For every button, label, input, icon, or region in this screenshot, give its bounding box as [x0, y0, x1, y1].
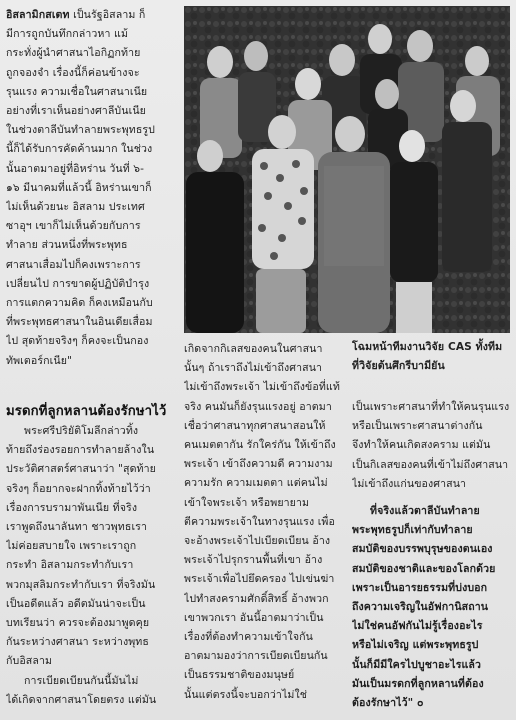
article-line-bold: ต้องรักษาไว้" ๐ [352, 697, 424, 710]
section-heading: มรดกที่ลูกหลานต้องรักษาไว้ [6, 404, 167, 419]
article-line: ความรัก ความเมตตา แต่คนไม่ [184, 477, 328, 490]
article-line-bold: หรือไม่เจริญ แต่พระพุทธรูป [352, 639, 479, 652]
article-line: ไม่ค่อยสบายใจ เพราะเราถูก [6, 540, 137, 553]
article-line: พวกมุสลิมกระทำกับเรา ที่จริงมัน [6, 578, 156, 591]
photo-caption [352, 338, 510, 376]
article-line: เขาพวกเรา อันนี้อาตมาว่าเป็น [184, 611, 324, 624]
article-line-text: มีการถูกบันทึกกล่าวหา แม้ [6, 28, 129, 41]
article-line-text: ถูกจองจำ เรื่องนี้ก็ค่อนข้างจะ [6, 66, 140, 79]
article-line: พระเจ้าเพื่อไปยึดครอง ไปเข่นฆ่า [184, 573, 335, 586]
article-line: เข้าใจพระเจ้า หรือพยายาม [184, 496, 310, 509]
article-line [6, 294, 176, 313]
article-line-text: รุนแรง ความเชื่อในศาสนาเนีย [6, 85, 148, 98]
article-line-text: เปลี่ยนไป การขาดผู้ปฏิบัติบำรุง [6, 277, 150, 290]
article-line: ตีความพระเจ้าในทางรุนแรง เพื่อ [184, 515, 335, 528]
article-line [6, 179, 176, 198]
article-line-bold: ที่จริงแล้วตาลีบันทำลาย [370, 505, 480, 518]
article-line: ท้ายถึงร่องรอยการทำลายล้างใน [6, 444, 155, 457]
article-line-text: นั้นอาตมาอยู่ที่อิหร่าน วันที่ ๖- [6, 162, 145, 175]
article-line-text: เป็นรัฐอิสลาม ก็ [69, 9, 146, 21]
article-line [6, 44, 176, 63]
article-line [6, 236, 176, 255]
article-line [6, 160, 176, 179]
article-line [6, 121, 176, 140]
section-body [6, 422, 178, 710]
article-line: จะอ้างพระเจ้าไปเบียดเบียน อ้าง [184, 535, 331, 548]
article-column-1 [6, 6, 176, 371]
article-line: เรื่องที่ต้องทำความเข้าใจกัน [184, 631, 313, 644]
article-column-3 [352, 398, 510, 713]
caption-line: ที่วิจัยต้นศึกรีบามียัน [352, 360, 445, 372]
article-line-text: ทัพเตอร์กเนีย" [6, 354, 72, 367]
article-line [6, 6, 176, 25]
article-line-text: ที่พระพุทธศาสนาในอินเดียเสื่อม [6, 316, 153, 329]
article-line-text: การแตกความคิด ก็คงเหมือนกับ [6, 297, 153, 310]
article-line [6, 313, 176, 332]
article-line: เรื่องการบรามาพันเนีย ที่จริง [6, 501, 138, 514]
article-line [6, 352, 176, 371]
article-line: การเบียดเบียนกันนี้มันไม่ [24, 674, 139, 687]
article-line: นั้นๆ ถ้าเราถึงไม่เข้าถึงศาสนา [184, 362, 323, 375]
lead-in-term: อิสลามิกสเตท [6, 9, 70, 21]
article-line: กับอิสลาม [6, 655, 53, 668]
article-line: เป็นอดีตแล้ว อดีตมันน่าจะเป็น [6, 597, 146, 610]
article-line: กันระหว่างศาสนา ระหว่างพุทธ [6, 636, 149, 649]
article-line-bold: สมบัติของชาติและของโลกด้วย [352, 562, 496, 575]
article-line: เกิดจากกิเลสของคนในศาสนา [184, 343, 323, 355]
article-line: เป็นกิเลสของคนที่เข้าไม่ถึงศาสนา [352, 458, 509, 471]
article-line: จริง คนมันก็ยังรุนแรงอยู่ อาตมา [184, 400, 332, 413]
article-line-text: ในช่วงตาลีบันทำลายพระพุทธรูป [6, 124, 156, 137]
article-line: คนเมตตากัน รักใคร่กัน ให้เข้าถึง [184, 439, 336, 452]
article-line-bold: ไม่ใช่คนอัฟกันไม่รู้เรื่องอะไร [352, 620, 483, 633]
article-line-bold: สมบัติของบรรพบุรุษของตนเอง [352, 543, 493, 556]
article-line-bold: นั้นก็มีมีใครไปบูชาอะไรแล้ว [352, 658, 482, 671]
article-line: ประวัติศาสตร์ศาสนาว่า "สุดท้าย [6, 463, 156, 476]
article-line [6, 198, 176, 217]
article-line-text: ๑๖ มีนาคมที่แล้วนี้ อิหร่านเขาก็ [6, 181, 152, 194]
article-line-text: ไป สุดท้ายจริงๆ ก็คงจะเป็นกอง [6, 335, 149, 348]
article-line-text: ซาอุฯ เขาก็ไม่เห็นด้วยกับการ [6, 220, 141, 233]
article-line: ไม่เข้าถึงพระเจ้า ไม่เข้าถึงข้อที่แท้ [184, 381, 340, 394]
article-line [6, 140, 176, 159]
article-line: เป็นเพราะศาสนาที่ทำให้คนรุนแรง [352, 401, 510, 413]
article-line-bold: พระพุทธรูปก็เท่ากับทำลาย [352, 524, 473, 537]
article-line-bold: ถึงความเจริญในอัฟกานิสถาน [352, 601, 489, 614]
caption-line: โฉมหน้าทีมงานวิจัย CAS ทั้งทีม [352, 341, 503, 353]
article-line: ได้เกิดจากศาสนาโดยตรง แต่มัน [6, 693, 157, 706]
column-3-bold-text [352, 502, 510, 713]
column-3-plain-text [352, 398, 510, 494]
article-line [6, 83, 176, 102]
article-line: พระเจ้า เข้าถึงความดี ความงาม [184, 458, 333, 471]
article-column-1-lower [6, 402, 178, 710]
article-line-text: กระทั่งผู้นำศาสนาไอกิฏกท้าย [6, 47, 141, 60]
article-line [6, 256, 176, 275]
article-line: จึงทำให้คนเกิดสงคราม แต่มัน [352, 439, 491, 452]
article-line-bold: เพราะเป็นอารยธรรมที่บ่งบอก [352, 581, 488, 594]
article-line: เป็นธรรมชาติของมนุษย์ [184, 669, 295, 682]
article-line: ไปทำสงครามศักดิ์สิทธิ์ อ้างพวก [184, 592, 329, 605]
article-line [6, 102, 176, 121]
article-column-2 [184, 340, 342, 705]
article-line: เชื่อว่าศาสนาทุกศาสนาสอนให้ [184, 419, 326, 432]
article-line: กระทำ อิสลามกระทำกับเรา [6, 559, 134, 572]
article-line: อาตมามองว่าการเบียดเบียนกัน [184, 650, 328, 663]
article-line-text: ศาสนาเสื่อมไปก็คงเพราะการ [6, 258, 141, 271]
group-photo [184, 6, 510, 333]
article-line-bold: มันเป็นมรดกที่ลูกหลานที่ต้อง [352, 677, 484, 690]
article-line: นั้นแต่ตรงนี้จะบอกว่าไม่ใช่ [184, 688, 308, 701]
article-line: พระเจ้าไปรุกรานพื้นที่เขา อ้าง [184, 554, 323, 567]
article-line [6, 25, 176, 44]
article-line: เราพูดถึงนาลันทา ชาวพุทธเรา [6, 521, 148, 534]
article-line [6, 332, 176, 351]
article-line-text: นี้ก็ได้รับการคัดค้านมาก ในช่วง [6, 143, 153, 156]
article-line: ไม่เข้าถึงแก่นของศาสนา [352, 477, 467, 490]
article-line [6, 64, 176, 83]
article-line: บทเรียนว่า ควรจะต้องมาพูดคุย [6, 617, 150, 630]
article-line [6, 275, 176, 294]
article-line: จริงๆ ก็อยากจะฝากทิ้งท้ายไว้ว่า [6, 482, 151, 495]
article-line [6, 217, 176, 236]
group-photo-image [184, 6, 510, 333]
article-line-text: ไม่เห็นด้วยนะ อิสลาม ประเทศ [6, 201, 145, 214]
article-line-text: อย่างที่เราเห็นอย่างศาลีบันเนีย [6, 105, 146, 118]
article-line: พระศรีปริยัติโมลีกล่าวทิ้ง [24, 425, 139, 437]
article-line-text: ทำลาย ส่วนหนึ่งที่พระพุทธ [6, 239, 128, 252]
article-line: หรือเป็นเพราะศาสนาต่างกัน [352, 420, 483, 433]
